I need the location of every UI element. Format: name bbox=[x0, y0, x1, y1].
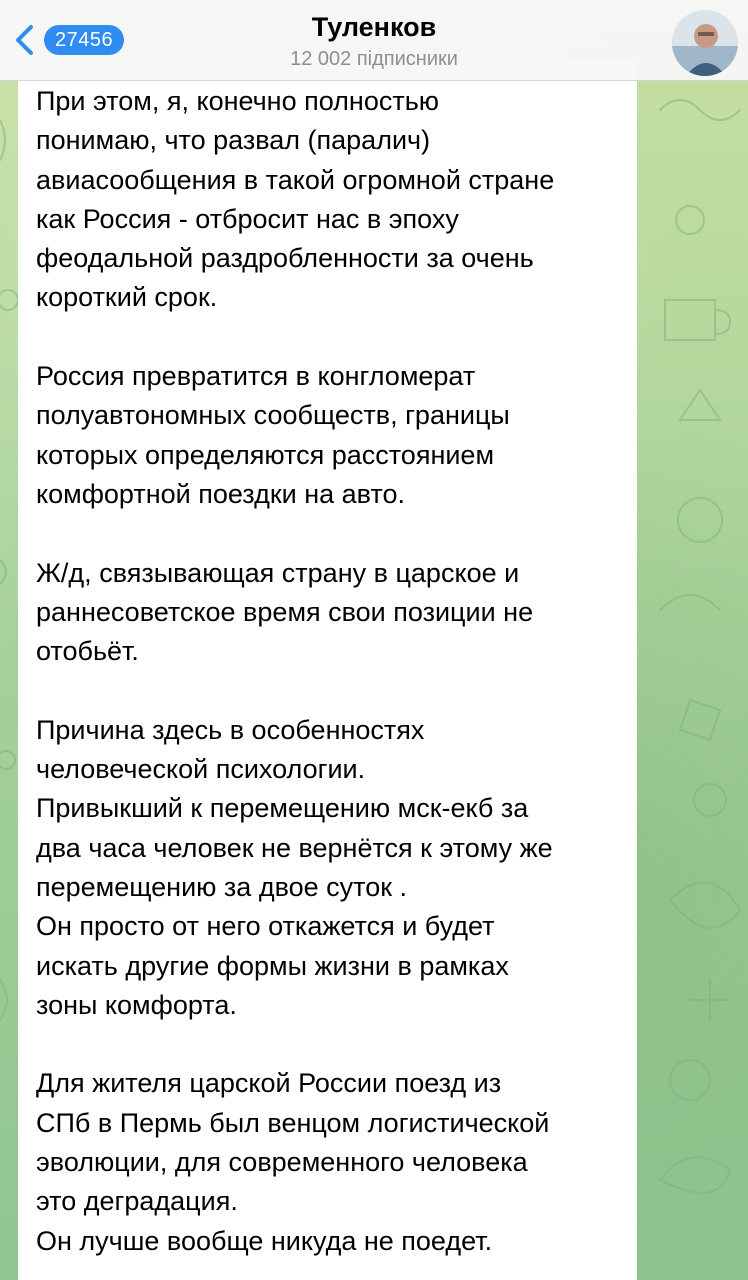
channel-title: Туленков bbox=[311, 12, 437, 42]
message-paragraph: Причина здесь в особенностях человеческой психологии. Привыкший к перемещению мск-екб за два часа человек не вернётся к этому же перемещению за двое суток . Он просто от него откажется и будет искать другие формы жизни в рамках зоны комфорта. bbox=[36, 714, 553, 1020]
unread-badge: 27456 bbox=[44, 25, 124, 55]
chat-header bbox=[0, 0, 748, 81]
avatar-image bbox=[672, 10, 738, 76]
message-paragraph: Ж/д, связывающая страну в царское и раннесоветское время свои позиции не отобьёт. bbox=[36, 557, 534, 667]
message-paragraph: Россия превратится в конгломерат полуавтономных сообществ, границы которых определяются расстоянием комфортной поездки на авто. bbox=[36, 361, 510, 509]
channel-info[interactable] bbox=[150, 10, 598, 72]
back-button[interactable] bbox=[10, 20, 124, 60]
channel-avatar[interactable] bbox=[672, 10, 738, 76]
message-text bbox=[36, 82, 626, 1280]
message-paragraph: При этом, я, конечно полностью понимаю, что развал (паралич) авиасообщения в такой огромной стране как Россия - отбросит нас в эпоху феодальной раздробленности за очень короткий срок. bbox=[36, 86, 555, 313]
message-paragraph: Для жителя царской России поезд из СПб в Пермь был венцом логистической эволюции, для современного человека это деградация. Он лучше вообще никуда не поедет. bbox=[36, 1068, 550, 1256]
chevron-left-icon bbox=[10, 20, 40, 60]
subscriber-count: 12 002 підписники bbox=[290, 48, 458, 70]
